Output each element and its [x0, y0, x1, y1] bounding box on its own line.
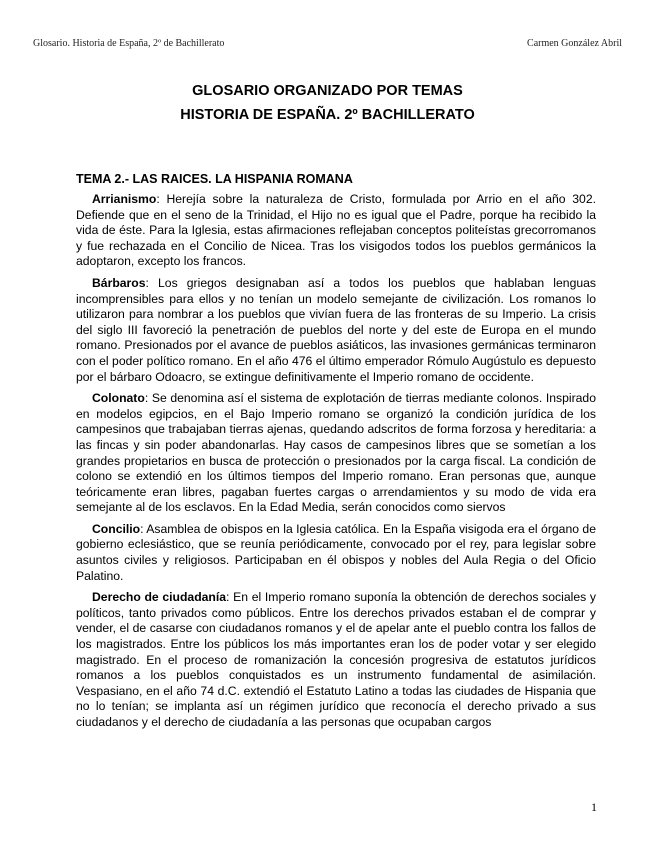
page-number: 1: [591, 800, 597, 814]
glossary-term: Derecho de ciudadanía: [92, 590, 227, 605]
section-heading: TEMA 2.- LAS RAICES. LA HISPANIA ROMANA: [76, 172, 353, 186]
glossary-term: Concilio: [92, 521, 141, 536]
glossary-term: Colonato: [92, 391, 145, 406]
glossary-entry: Derecho de ciudadanía: En el Imperio romano suponía la obtención de derechos sociales y políticos, tanto privados como públicos. Entre los derechos privados estaban el de comprar y vender, el de casarse con ciudadanos romanos y el de apelar ante el pueblo contra los fallos de los magistrados. Entre los públicos los más importantes eran los de poder votar y ser elegido magistrado. En el proceso de romanización la concesión progresiva de estatutos jurídicos romanos a los pueblos conquistados es un instrumento fundamental de asimilación. Vespasiano, en el año 74 d.C. extendió el Estatuto Latino a todas las ciudades de Hispania que no lo tenían; se implanta así un régimen jurídico que reconocía el derecho privado a sus ciudadanos y el derecho de ciudadanía a las personas que ocupaban cargos: [76, 590, 596, 729]
document-title-line-2: HISTORIA DE ESPAÑA. 2º BACHILLERATO: [180, 107, 475, 123]
glossary-definition: Los griegos designaban así a todos los pueblos que hablaban lenguas incomprensibles para ellos y no tenían un modelo semejante de civilización. Los romanos lo utilizaron para nombrar a los pueblos que vivían fuera de las fronteras de su Imperio. La crisis del siglo III favoreció la penetración de pueblos del norte y del este de Europa en el mundo romano. Presionados por el avance de pueblos asiáticos, las invasiones germánicas terminaron con el poder político romano. En el año 476 el último emperador Rómulo Augústulo es depuesto por el bárbaro Odoacro, se extingue definitivamente el Imperio romano de occidente.: [76, 275, 597, 384]
glossary-definition: En el Imperio romano suponía la obtención de derechos sociales y políticos, tanto privados como públicos. Entre los derechos privados estaban el de comprar y vender, el de casarse con ciudadanos romanos y el de apelar ante el pueblo contra los fallos de los magistrados. Entre los públicos los más importantes eran los de poder votar y ser elegido magistrado. En el proceso de romanización la concesión progresiva de estatutos jurídicos romanos a los pueblos conquistados es un instrumento fundamental de asimilación. Vespasiano, en el año 74 d.C. extendió el Estatuto Latino a todas las ciudades de Hispania que no lo tenían; se implanta así un régimen jurídico que reconocía el derecho privado a sus ciudadanos y el derecho de ciudadanía a las personas que ocupaban cargos: [76, 590, 596, 729]
glossary-term: Arrianismo: [92, 192, 157, 206]
running-header-right: Carmen González Abril: [527, 38, 622, 49]
running-header-left: Glosario. Historia de España, 2º de Bachillerato: [33, 38, 225, 49]
glossary-entry: Bárbaros: Los griegos designaban así a todos los pueblos que hablaban lenguas incomprensibles para ellos y no tenían un modelo semejante de civilización. Los romanos lo utilizaron para nombrar a los pueblos que vivían fuera de las fronteras de su Imperio. La crisis del siglo III favoreció la penetración de pueblos del norte y del este de Europa en el mundo romano. Presionados por el avance de pueblos asiáticos, las invasiones germánicas terminaron con el poder político romano. En el año 476 el último emperador Rómulo Augústulo es depuesto por el bárbaro Odoacro, se extingue definitivamente el Imperio romano de occidente.: [76, 275, 597, 384]
document-title-line-1: GLOSARIO ORGANIZADO POR TEMAS: [192, 83, 463, 99]
glossary-definition: Asamblea de obispos en la Iglesia católica. En la España visigoda era el órgano de gobierno eclesiástico, que se reunía periódicamente, convocado por el rey, para legislar sobre asuntos civiles y religiosos. Participaban en él obispos y nobles del Aula Regia o del Oficio Palatino.: [76, 521, 596, 583]
glossary-definition: Herejía sobre la naturaleza de Cristo, formulada por Arrio en el año 302. Defiende que en el seno de la Trinidad, el Hijo no es igual que el Padre, porque ha recibido la vida de éste. Para la Iglesia, estas afirmaciones reflejaban conceptos politeístas grecorromanos y fue rechazada en el Concilio de Nicea. Tras los visigodos todos los pueblos germánicos la adoptaron, excepto los francos.: [76, 192, 596, 269]
glossary-entry: Colonato: Se denomina así el sistema de explotación de tierras mediante colonos. Inspirado en modelos egipcios, en el Bajo Imperio romano se organizó la condición jurídica de los campesinos que trabajaban tierras ajenas, quedando adscritos de forma forzosa y hereditaria: a las fincas y sin poder abandonarlas. Hay casos de campesinos libres que se sometían a los grandes propietarios en busca de protección o presionados por la carga fiscal. La condición de colono se extendió en los últimos tiempos del Imperio romano. Eran personas que, aunque teóricamente eran libres, pagaban fuertes cargas o arrendamientos y su modo de vida era semejante al de los esclavos. En la Edad Media, serán conocidos como siervos: [76, 391, 596, 515]
glossary-entry: Arrianismo: Herejía sobre la naturaleza de Cristo, formulada por Arrio en el año 302. Defiende que en el seno de la Trinidad, el Hijo no es igual que el Padre, porque ha recibido la vida de éste. Para la Iglesia, estas afirmaciones reflejaban conceptos politeístas grecorromanos y fue rechazada en el Concilio de Nicea. Tras los visigodos todos los pueblos germánicos la adoptaron, excepto los francos.: [76, 192, 596, 269]
glossary-body: [76, 192, 596, 737]
glossary-definition: Se denomina así el sistema de explotación de tierras mediante colonos. Inspirado en modelos egipcios, en el Bajo Imperio romano se organizó la condición jurídica de los campesinos que trabajaban tierras ajenas, quedando adscritos de forma forzosa y hereditaria: a las fincas y sin poder abandonarlas. Hay casos de campesinos libres que se sometían a los grandes propietarios en busca de protección o presionados por la carga fiscal. La condición de colono se extendió en los últimos tiempos del Imperio romano. Eran personas que, aunque teóricamente eran libres, pagaban fuertes cargas o arrendamientos y su modo de vida era semejante al de los esclavos. En la Edad Media, serán conocidos como siervos: [76, 391, 596, 515]
glossary-term: Bárbaros: [92, 275, 146, 290]
glossary-entry: Concilio: Asamblea de obispos en la Iglesia católica. En la España visigoda era el órgano de gobierno eclesiástico, que se reunía periódicamente, convocado por el rey, para legislar sobre asuntos civiles y religiosos. Participaban en él obispos y nobles del Aula Regia o del Oficio Palatino.: [76, 521, 596, 583]
